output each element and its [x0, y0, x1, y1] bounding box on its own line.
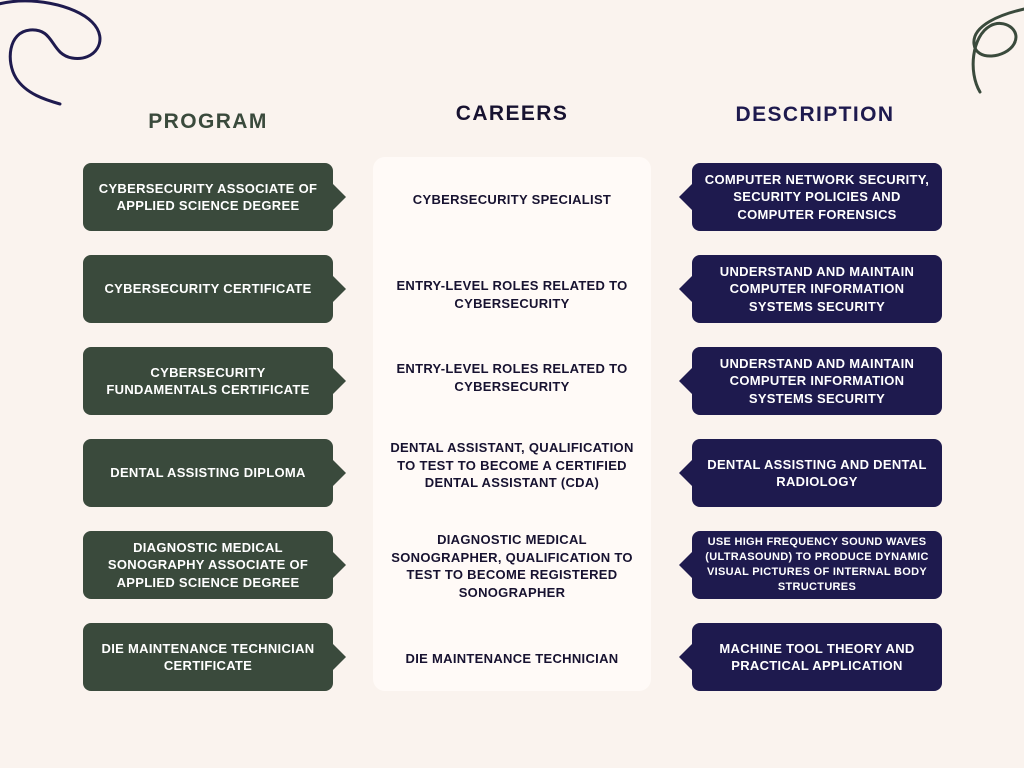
description-box[interactable] [692, 347, 942, 415]
description-label: MACHINE TOOL THEORY AND PRACTICAL APPLICATION [719, 640, 915, 673]
description-label: USE HIGH FREQUENCY SOUND WAVES (ULTRASOUND) TO PRODUCE DYNAMIC VISUAL PICTURES OF INTERNAL BODY STRUCTURES [705, 536, 929, 593]
description-box[interactable] [692, 255, 942, 323]
program-label: CYBERSECURITY CERTIFICATE [104, 281, 312, 297]
arrow-notch-icon [679, 183, 693, 211]
description-box[interactable] [692, 531, 942, 599]
program-label: DIE MAINTENANCE TECHNICIAN CERTIFICATE [101, 640, 315, 673]
column-headers [0, 96, 1024, 144]
description-label: COMPUTER NETWORK SECURITY, SECURITY POLICIES AND COMPUTER FORENSICS [704, 172, 930, 222]
program-cell[interactable] [83, 255, 346, 323]
program-cell[interactable] [83, 531, 346, 599]
program-cell[interactable] [83, 347, 346, 415]
program-cell[interactable] [83, 163, 346, 231]
arrow-tip-icon [332, 275, 346, 303]
description-cell[interactable] [678, 623, 942, 691]
program-label: DIAGNOSTIC MEDICAL SONOGRAPHY ASSOCIATE OF APPLIED SCIENCE DEGREE [107, 540, 309, 590]
arrow-tip-icon [332, 367, 346, 395]
arrow-tip-icon [332, 459, 346, 487]
career-label: ENTRY-LEVEL ROLES RELATED TO CYBERSECURITY [396, 361, 628, 394]
arrow-tip-icon [332, 551, 346, 579]
column-header-careers: CAREERS [455, 102, 569, 125]
arrow-tip-icon [332, 643, 346, 671]
arrow-notch-icon [679, 275, 693, 303]
description-box[interactable] [692, 623, 942, 691]
program-box[interactable] [83, 255, 333, 323]
description-cell[interactable] [678, 163, 942, 231]
career-label: DIE MAINTENANCE TECHNICIAN [405, 651, 619, 666]
description-label: DENTAL ASSISTING AND DENTAL RADIOLOGY [707, 456, 927, 489]
careers-panel [373, 157, 651, 691]
program-box[interactable] [83, 347, 333, 415]
description-box[interactable] [692, 163, 942, 231]
program-label: CYBERSECURITY FUNDAMENTALS CERTIFICATE [106, 364, 310, 397]
arrow-notch-icon [679, 551, 693, 579]
career-label: DENTAL ASSISTANT, QUALIFICATION TO TEST TO BECOME A CERTIFIED DENTAL ASSISTANT (CDA) [390, 440, 634, 491]
career-label: ENTRY-LEVEL ROLES RELATED TO CYBERSECURITY [396, 278, 628, 311]
description-label: UNDERSTAND AND MAINTAIN COMPUTER INFORMATION SYSTEMS SECURITY [719, 264, 915, 314]
program-cell[interactable] [83, 623, 346, 691]
description-cell[interactable] [678, 347, 942, 415]
arrow-notch-icon [679, 367, 693, 395]
column-header-program: PROGRAM [148, 110, 268, 133]
description-cell[interactable] [678, 531, 942, 599]
description-cell[interactable] [678, 439, 942, 507]
program-box[interactable] [83, 163, 333, 231]
column-header-description: DESCRIPTION [735, 103, 895, 126]
program-box[interactable] [83, 531, 333, 599]
arrow-notch-icon [679, 459, 693, 487]
description-label: UNDERSTAND AND MAINTAIN COMPUTER INFORMATION SYSTEMS SECURITY [719, 356, 915, 406]
description-box[interactable] [692, 439, 942, 507]
career-label: DIAGNOSTIC MEDICAL SONOGRAPHER, QUALIFICATION TO TEST TO BECOME REGISTERED SONOGRAPHER [391, 532, 633, 601]
arrow-tip-icon [332, 183, 346, 211]
career-label: CYBERSECURITY SPECIALIST [412, 192, 612, 207]
arrow-notch-icon [679, 643, 693, 671]
program-box[interactable] [83, 439, 333, 507]
program-cell[interactable] [83, 439, 346, 507]
program-label: CYBERSECURITY ASSOCIATE OF APPLIED SCIENCE DEGREE [98, 180, 318, 213]
program-label: DENTAL ASSISTING DIPLOMA [110, 465, 306, 481]
description-cell[interactable] [678, 255, 942, 323]
program-box[interactable] [83, 623, 333, 691]
